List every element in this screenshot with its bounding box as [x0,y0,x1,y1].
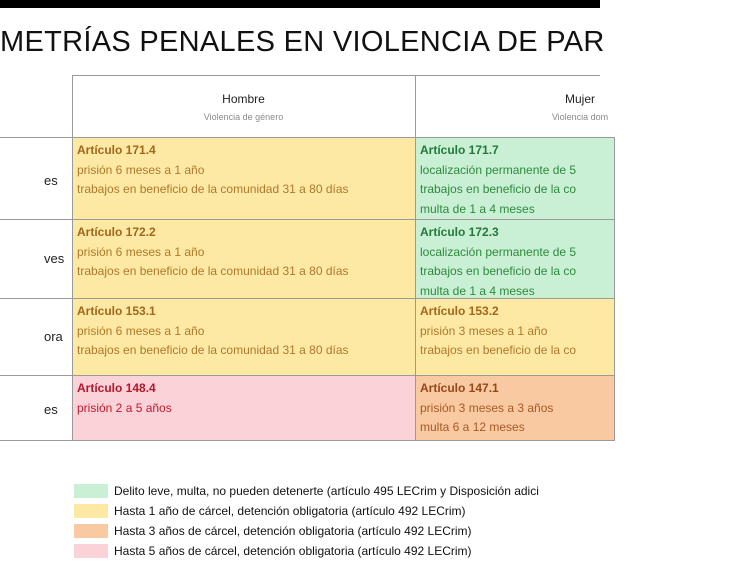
penalty-line: trabajos en beneficio de la co [420,343,577,357]
penalty-line: trabajos en beneficio de la comunidad 31 a 80 días [77,343,349,357]
penalty-line: localización permanente de 5 [420,162,577,177]
row-label: es [44,402,58,417]
penalty-line: localización permanente de 5 [420,244,577,259]
legend-swatch [74,504,108,518]
cell-mujer-row3 [415,298,615,376]
penalty-line: prisión 2 a 5 años [77,400,172,415]
penalty-line: multa de 1 a 4 meses [420,201,535,216]
article-label: Artículo 171.7 [420,143,499,157]
cell-hombre-row2 [72,219,416,299]
top-dark-bar [0,0,600,8]
header-hombre [72,76,415,132]
penalty-line: trabajos en beneficio de la comunidad 31 a 80 días [77,264,349,278]
cell-mujer-row1 [415,137,615,220]
cell-hombre-row4 [72,375,416,441]
row-label: es [44,173,58,188]
cell-mujer-row2 [415,219,615,299]
legend-text: Hasta 3 años de cárcel, detención obligatoria (artículo 492 LECrim) [114,524,472,538]
header-hombre-title: Hombre [222,92,265,106]
row-divider [0,375,72,376]
page-title: METRÍAS PENALES EN VIOLENCIA DE PAR [0,26,605,58]
article-label: Artículo 171.4 [77,143,156,157]
penalty-line: prisión 6 meses a 1 año [77,162,205,177]
legend-text: Delito leve, multa, no pueden detenerte (artículo 495 LECrim y Disposición adici [114,484,539,498]
article-label: Artículo 153.1 [77,304,156,318]
article-label: Artículo 172.2 [77,225,156,239]
penalty-line: trabajos en beneficio de la co [420,182,577,196]
penalty-line: trabajos en beneficio de la co [420,264,577,278]
row-label: ora [44,329,63,344]
row-divider [0,440,72,441]
row-label: ves [44,251,65,266]
penalty-line: trabajos en beneficio de la comunidad 31 a 80 días [77,182,349,196]
cell-mujer-row4 [415,375,615,441]
penalty-line: prisión 3 meses a 3 años [420,400,554,415]
row-divider [0,298,72,299]
cell-hombre-row3 [72,298,416,376]
penalty-line: multa de 1 a 4 meses [420,283,535,298]
article-label: Artículo 153.2 [420,304,499,318]
header-mujer-subtitle: Violencia dom [551,112,609,122]
header-mujer [415,76,745,132]
legend-swatch [74,484,108,498]
legend-text: Hasta 1 año de cárcel, detención obligatoria (artículo 492 LECrim) [114,504,466,518]
cell-hombre-row1 [72,137,416,220]
penalty-line: prisión 6 meses a 1 año [77,244,205,259]
legend-swatch [74,544,108,558]
penalty-line: prisión 6 meses a 1 año [77,323,205,338]
header-hombre-subtitle: Violencia de género [203,112,284,122]
article-label: Artículo 148.4 [77,381,156,395]
article-label: Artículo 147.1 [420,381,499,395]
header-mujer-title: Mujer [564,92,595,106]
penalty-line: multa 6 a 12 meses [420,420,525,434]
legend-swatch [74,524,108,538]
row-divider [0,219,72,220]
legend-text: Hasta 5 años de cárcel, detención obligatoria (artículo 492 LECrim) [114,544,472,558]
penalty-line: prisión 3 meses a 1 año [420,323,548,338]
article-label: Artículo 172.3 [420,225,499,239]
